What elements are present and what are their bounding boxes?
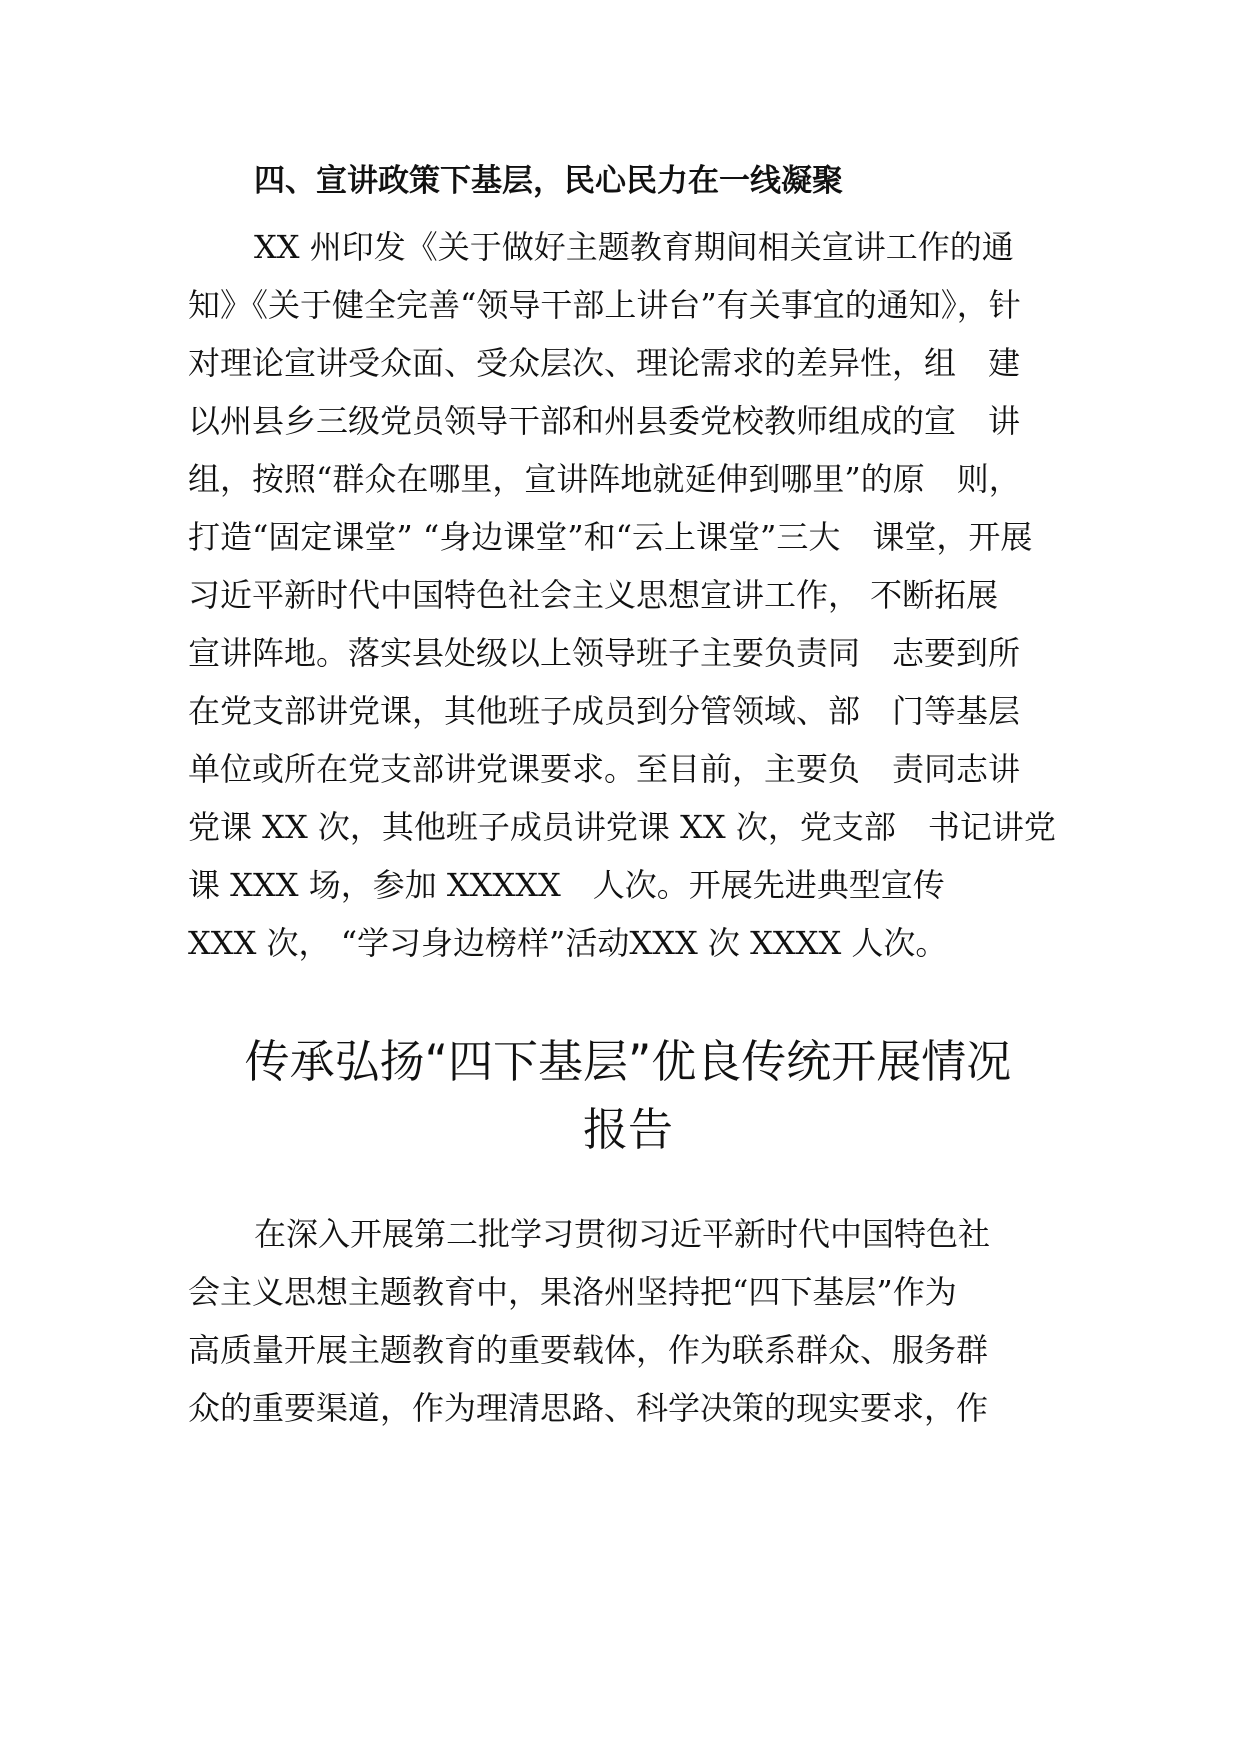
paragraph-line: 众的重要渠道，作为理清思路、科学决策的现实要求，作	[188, 1389, 989, 1427]
paragraph-line: XXX 次， “学习身边榜样”活动XXX 次 XXXX 人次。	[188, 924, 948, 962]
paragraph-line: 知》《关于健全完善“领导干部上讲台”有关事宜的通知》，针	[188, 286, 1021, 324]
paragraph-line: 在党支部讲党课，其他班子成员到分管领域、部 门等基层	[188, 692, 1021, 730]
paragraph-line: 习近平新时代中国特色社会主义思想宣讲工作， 不断拓展	[188, 576, 999, 614]
paragraph-line: 组，按照“群众在哪里，宣讲阵地就延伸到哪里”的原 则，	[188, 460, 1021, 498]
paragraph-line: 课 XXX 场，参加 XXXXX 人次。开展先进典型宣传	[188, 866, 945, 904]
report-title-line: 传承弘扬“四下基层”优良传统开展情况	[244, 1035, 1012, 1088]
section-paragraph	[188, 218, 1068, 972]
paragraph-line: 宣讲阵地。落实县处级以上领导班子主要负责同 志要到所	[188, 634, 1021, 672]
report-paragraph	[188, 1205, 1068, 1437]
paragraph-line: 高质量开展主题教育的重要载体，作为联系群众、服务群	[188, 1331, 989, 1369]
paragraph-line: XX 州印发《关于做好主题教育期间相关宣讲工作的通	[254, 228, 1014, 266]
paragraph-line: 会主义思想主题教育中，果洛州坚持把“四下基层”作为	[188, 1273, 957, 1311]
paragraph-line: 党课 XX 次，其他班子成员讲党课 XX 次，党支部 书记讲党	[188, 808, 1056, 846]
paragraph-line: 打造“固定课堂” “身边课堂”和“云上课堂”三大 课堂，开展	[188, 518, 1033, 556]
paragraph-line: 以州县乡三级党员领导干部和州县委党校教师组成的宣 讲	[188, 402, 1021, 440]
paragraph-line: 在深入开展第二批学习贯彻习近平新时代中国特色社	[254, 1215, 991, 1253]
report-title-line: 报告	[582, 1103, 673, 1156]
paragraph-line: 单位或所在党支部讲党课要求。至目前，主要负 责同志讲	[188, 750, 1021, 788]
section-heading: 四、宣讲政策下基层，民心民力在一线凝聚	[254, 163, 843, 199]
report-title	[188, 1028, 1068, 1164]
paragraph-line: 对理论宣讲受众面、受众层次、理论需求的差异性，组 建	[188, 344, 1021, 382]
